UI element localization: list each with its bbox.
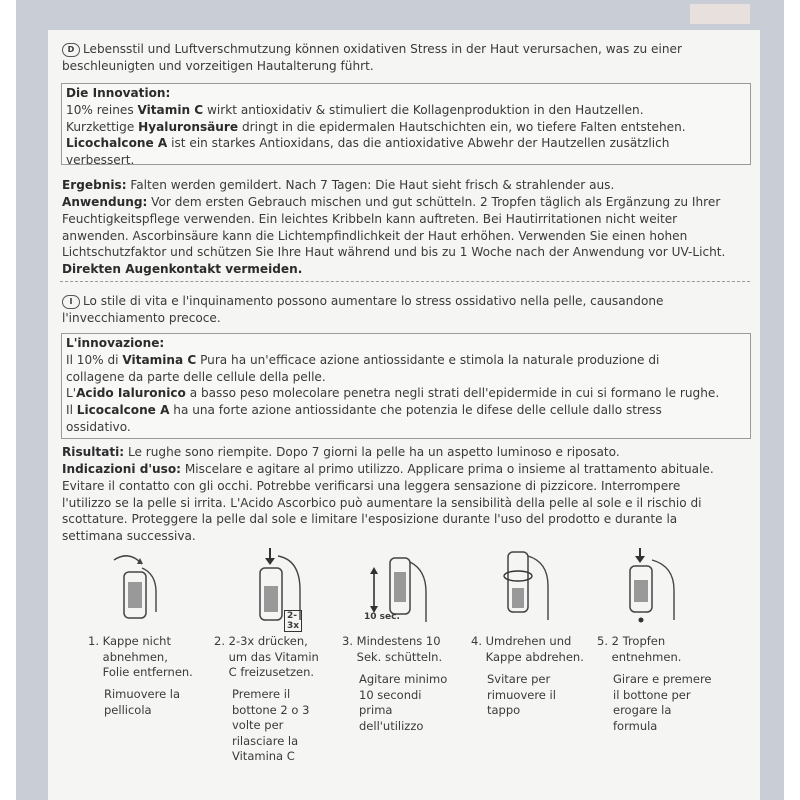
step-2-icon-label: 2-3x [284,610,302,632]
german-innovation-title: Die Innovation: [66,86,171,100]
step-3-illustration [362,548,422,626]
italian-result: Risultati: Le rughe sono riempite. Dopo 7 giorni la pelle ha un aspetto luminoso e riposato. [62,445,620,459]
step-2-illustration [230,546,300,631]
italian-usage: Indicazioni d'uso: Miscelare e agitare al primo utilizzo. Applicare prima o insieme al trattamento abituale. Evitare il contatto con gli occhi. Potrebbe verificarsi una leggera sensazione di pizzicore. Interrompere l'utilizzo se la pelle si irrita. L'Acido Ascorbico può aumentare la sensibilità della pelle al sole e il rischio di scottature. Proteggere la pelle dal sole e limitare l'esposizione durante l'uso del prodotto e durante la settimana successiva. [62,462,714,544]
step-5-text: 5. 2 Tropfen entnehmen. [597,634,682,664]
step-2-text: 2. 2-3x drücken, um das Vitamin C freizusetzen. [214,634,319,679]
section-divider [60,281,750,282]
italian-innovation-title: L'innovazione: [66,336,165,350]
step-4-text: 4. Umdrehen und Kappe abdrehen. [471,634,584,664]
italian-intro: I Lo stile di vita e l'inquinamento possono aumentare lo stress ossidativo nella pelle, causandone l'invecchiamento precoce. [62,294,664,325]
german-usage: Anwendung: Vor dem ersten Gebrauch mischen und gut schütteln. 2 Tropfen täglich als Ergänzung zu Ihrer Feuchtigkeitspflege verwenden. Ein leichtes Kribbeln kann auftreten. Bei Hautirritationen nicht weiter anwenden. Ascorbinsäure kann die Lichtempfindlichkeit der Haut erhöhen. Verwenden Sie einen hohen Lichtschutzfaktor und schützen Sie Ihre Haut während und bis zu 1 Woche nach der Anwendung vor UV-Licht. Direkten Augenkontakt vermeiden. [62,195,726,277]
italian-innovation-text: L'innovazione: Il 10% di Vitamina C Pura ha un'efficace azione antiossidante e stimola la naturale produzione di collagene da parte delle cellule della pelle. L'Acido Ialuronico a basso peso molecolare penetra negli strati dell'epidermide in cui si formano le rughe. Il Licocalcone A ha una forte azione antiossidante che potenzia le difese delle cellule dallo stress ossidativo. [66,336,720,434]
step-1-text: 1. Kappe nicht abnehmen, Folie entfernen. [88,634,193,679]
step-5-text-it: Girare e premere il bottone per erogare la formula [613,672,712,733]
step-1-illustration [104,550,164,628]
german-innovation-text: Die Innovation: 10% reines Vitamin C wirkt antioxidativ & stimuliert die Kollagenproduktion in den Hautzellen. Kurzkettige Hyaluronsäure dringt in die epidermalen Hautschichten ein, wo tiefere Falten entstehen. Licochalcone A ist ein starkes Antioxidans, das die antioxidative Abwehr der Hautzellen zusätzlich verbessert. [66,86,686,168]
step-2-text-it: Premere il bottone 2 o 3 volte per rilasciare la Vitamina C [232,687,310,763]
german-warning: Direkten Augenkontakt vermeiden. [62,262,303,277]
italian-language-mark: I [62,295,80,309]
step-5-illustration [610,546,670,624]
german-language-mark: D [62,43,80,57]
step-4-text-it: Svitare per rimuovere il tappo [487,672,556,717]
german-intro: D Lebensstil und Luftverschmutzung können oxidativen Stress in der Haut verursachen, was zu einer beschleunigten und vorzeitigen Hautalterung führt. [62,42,682,73]
step-3-text: 3. Mindestens 10 Sek. schütteln. [342,634,443,664]
package-flap [690,4,750,24]
step-4-illustration [484,548,544,626]
step-1-text-it: Rimuovere la pellicola [104,687,181,717]
step-3-text-it: Agitare minimo 10 secondi prima dell'utilizzo [359,672,448,733]
german-result: Ergebnis: Falten werden gemildert. Nach 7 Tagen: Die Haut sieht frisch & strahlender aus. [62,178,615,192]
step-3-icon-label: 10 sec. [364,612,400,622]
